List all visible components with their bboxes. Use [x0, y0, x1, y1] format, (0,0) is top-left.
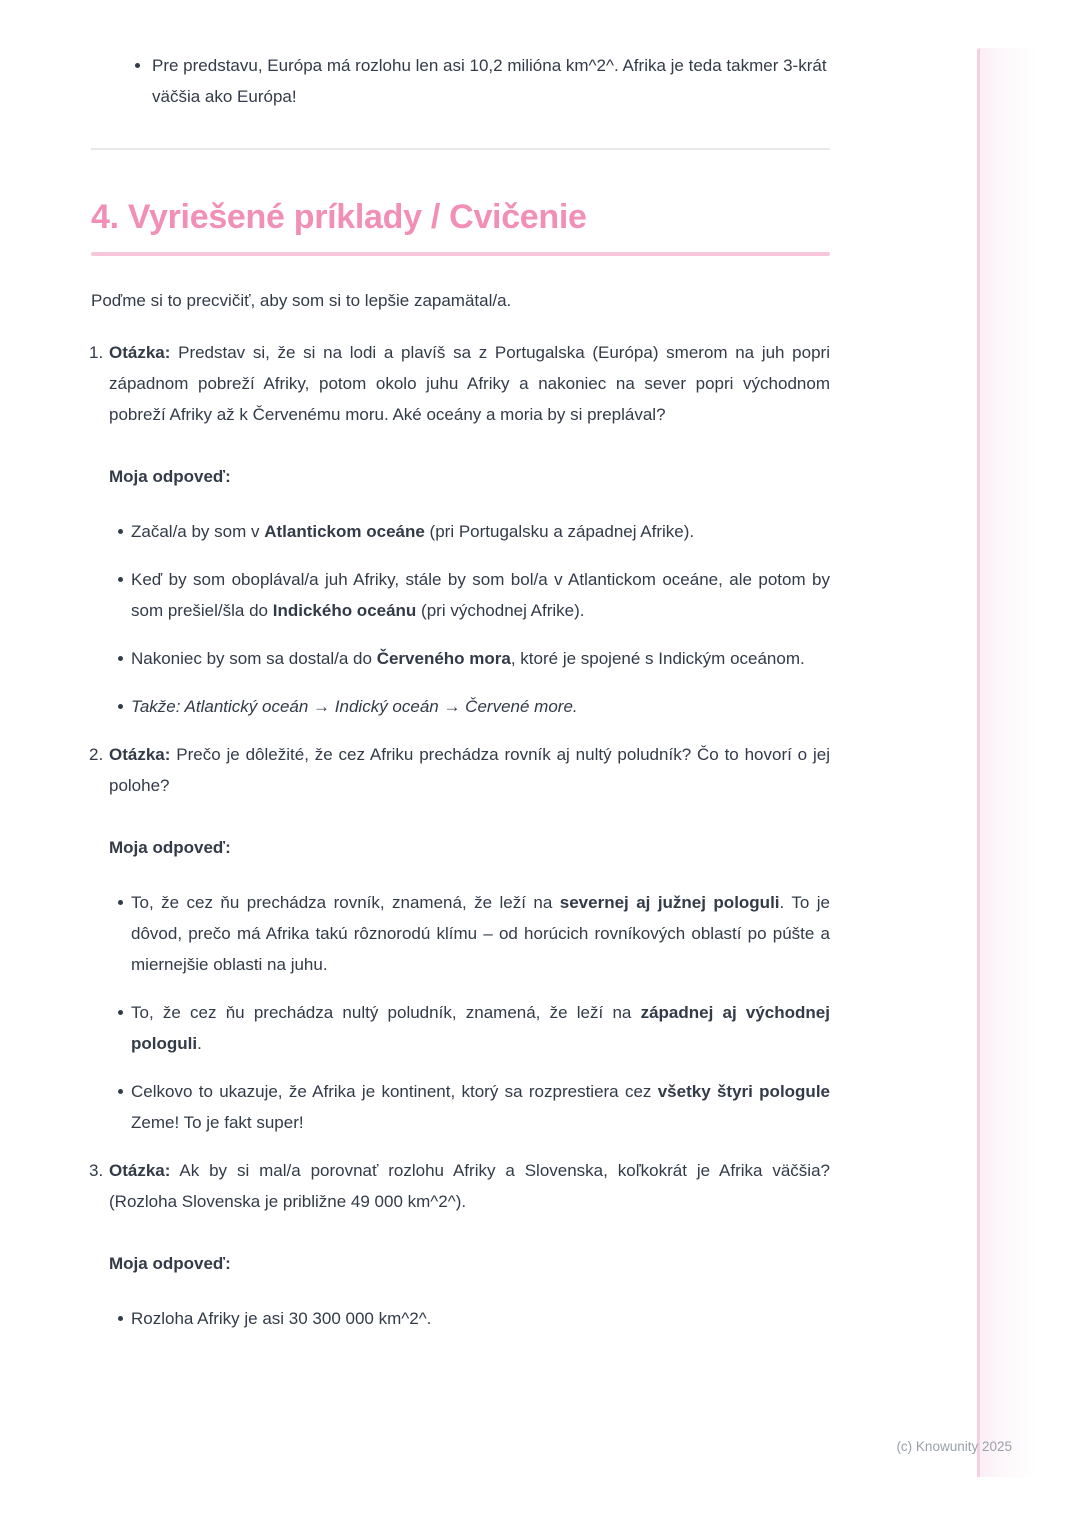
answer-bullet [109, 564, 830, 626]
answer-label: Moja odpoveď: [109, 467, 231, 486]
answer-bullet [109, 516, 830, 547]
question-text: Otázka: Prečo je dôležité, že cez Afriku prechádza rovník aj nultý poludník? Čo to hovorí o jej polohe? [109, 745, 830, 795]
question-number: 3. [89, 1161, 104, 1180]
question-text: Otázka: Predstav si, že si na lodi a plavíš sa z Portugalska (Európa) smerom na juh popri západnom pobreží Afriky, potom okolo juhu Afriky a nakoniec na sever popri východnom pobreží Afriky až k Červenému moru. Aké oceány a moria by si preplával? [109, 343, 830, 424]
question-number: 2. [89, 745, 104, 764]
answer-bullet [109, 887, 830, 980]
answer-bullet-text: Rozloha Afriky je asi 30 300 000 km^2^. [131, 1309, 432, 1328]
intro-bullet-list [91, 50, 830, 112]
answer-bullet-list [109, 516, 830, 722]
intro-bullet-item [91, 50, 830, 112]
answer-bullet-text: Nakoniec by som sa dostal/a do Červeného mora, ktoré je spojené s Indickým oceánom. [131, 649, 805, 668]
answer-bullet-text: Celkovo to ukazuje, že Afrika je kontinent, ktorý sa rozprestiera cez všetky štyri pologule Zeme! To je fakt super! [131, 1082, 830, 1132]
answer-bullet [109, 997, 830, 1059]
exercise-list [91, 337, 830, 1334]
answer-bullet-text: Začal/a by som v Atlantickom oceáne (pri Portugalsku a západnej Afrike). [131, 522, 695, 541]
next-page-edge [977, 48, 1038, 1477]
answer-label: Moja odpoveď: [109, 1254, 231, 1273]
answer-bullet-text: Keď by som oboplával/a juh Afriky, stále by som bol/a v Atlantickom oceáne, ale potom by som prešiel/šla do Indického oceánu (pri východnej Afrike). [131, 570, 830, 620]
answer-bullet [109, 643, 830, 674]
heading-underline [91, 252, 830, 256]
intro-bullet-text: Pre predstavu, Európa má rozlohu len asi 10,2 milióna km^2^. Afrika je teda takmer 3-krát väčšia ako Európa! [152, 56, 827, 106]
question-number: 1. [89, 343, 104, 362]
question-item-2 [91, 739, 830, 1138]
copyright-footer: (c) Knowunity 2025 [896, 1439, 1012, 1454]
section-lead: Poďme si to precvičiť, aby som si to lepšie zapamätal/a. [91, 291, 512, 310]
answer-bullet-summary [109, 691, 830, 722]
answer-bullet-text: Takže: Atlantický oceán → Indický oceán → Červené more. [131, 697, 578, 716]
question-item-1 [91, 337, 830, 722]
answer-label: Moja odpoveď: [109, 838, 231, 857]
section-divider [91, 148, 830, 150]
question-text: Otázka: Ak by si mal/a porovnať rozlohu Afriky a Slovenska, koľkokrát je Afrika väčšia? (Rozloha Slovenska je približne 49 000 km^2^). [109, 1161, 830, 1211]
document-content [91, 50, 830, 1351]
question-item-3 [91, 1155, 830, 1334]
answer-bullet-list [109, 887, 830, 1138]
section-heading: 4. Vyriešené príklady / Cvičenie [91, 198, 587, 236]
answer-bullet [109, 1076, 830, 1138]
answer-bullet-text: To, že cez ňu prechádza rovník, znamená, že leží na severnej aj južnej pologuli. To je dôvod, prečo má Afrika takú rôznorodú klímu – od horúcich rovníkových oblastí po púšte a miernejšie oblasti na juhu. [131, 893, 830, 974]
answer-bullet-list [109, 1303, 830, 1334]
answer-bullet-text: To, že cez ňu prechádza nultý poludník, znamená, že leží na západnej aj východnej pologuli. [131, 1003, 830, 1053]
answer-bullet [109, 1303, 830, 1334]
